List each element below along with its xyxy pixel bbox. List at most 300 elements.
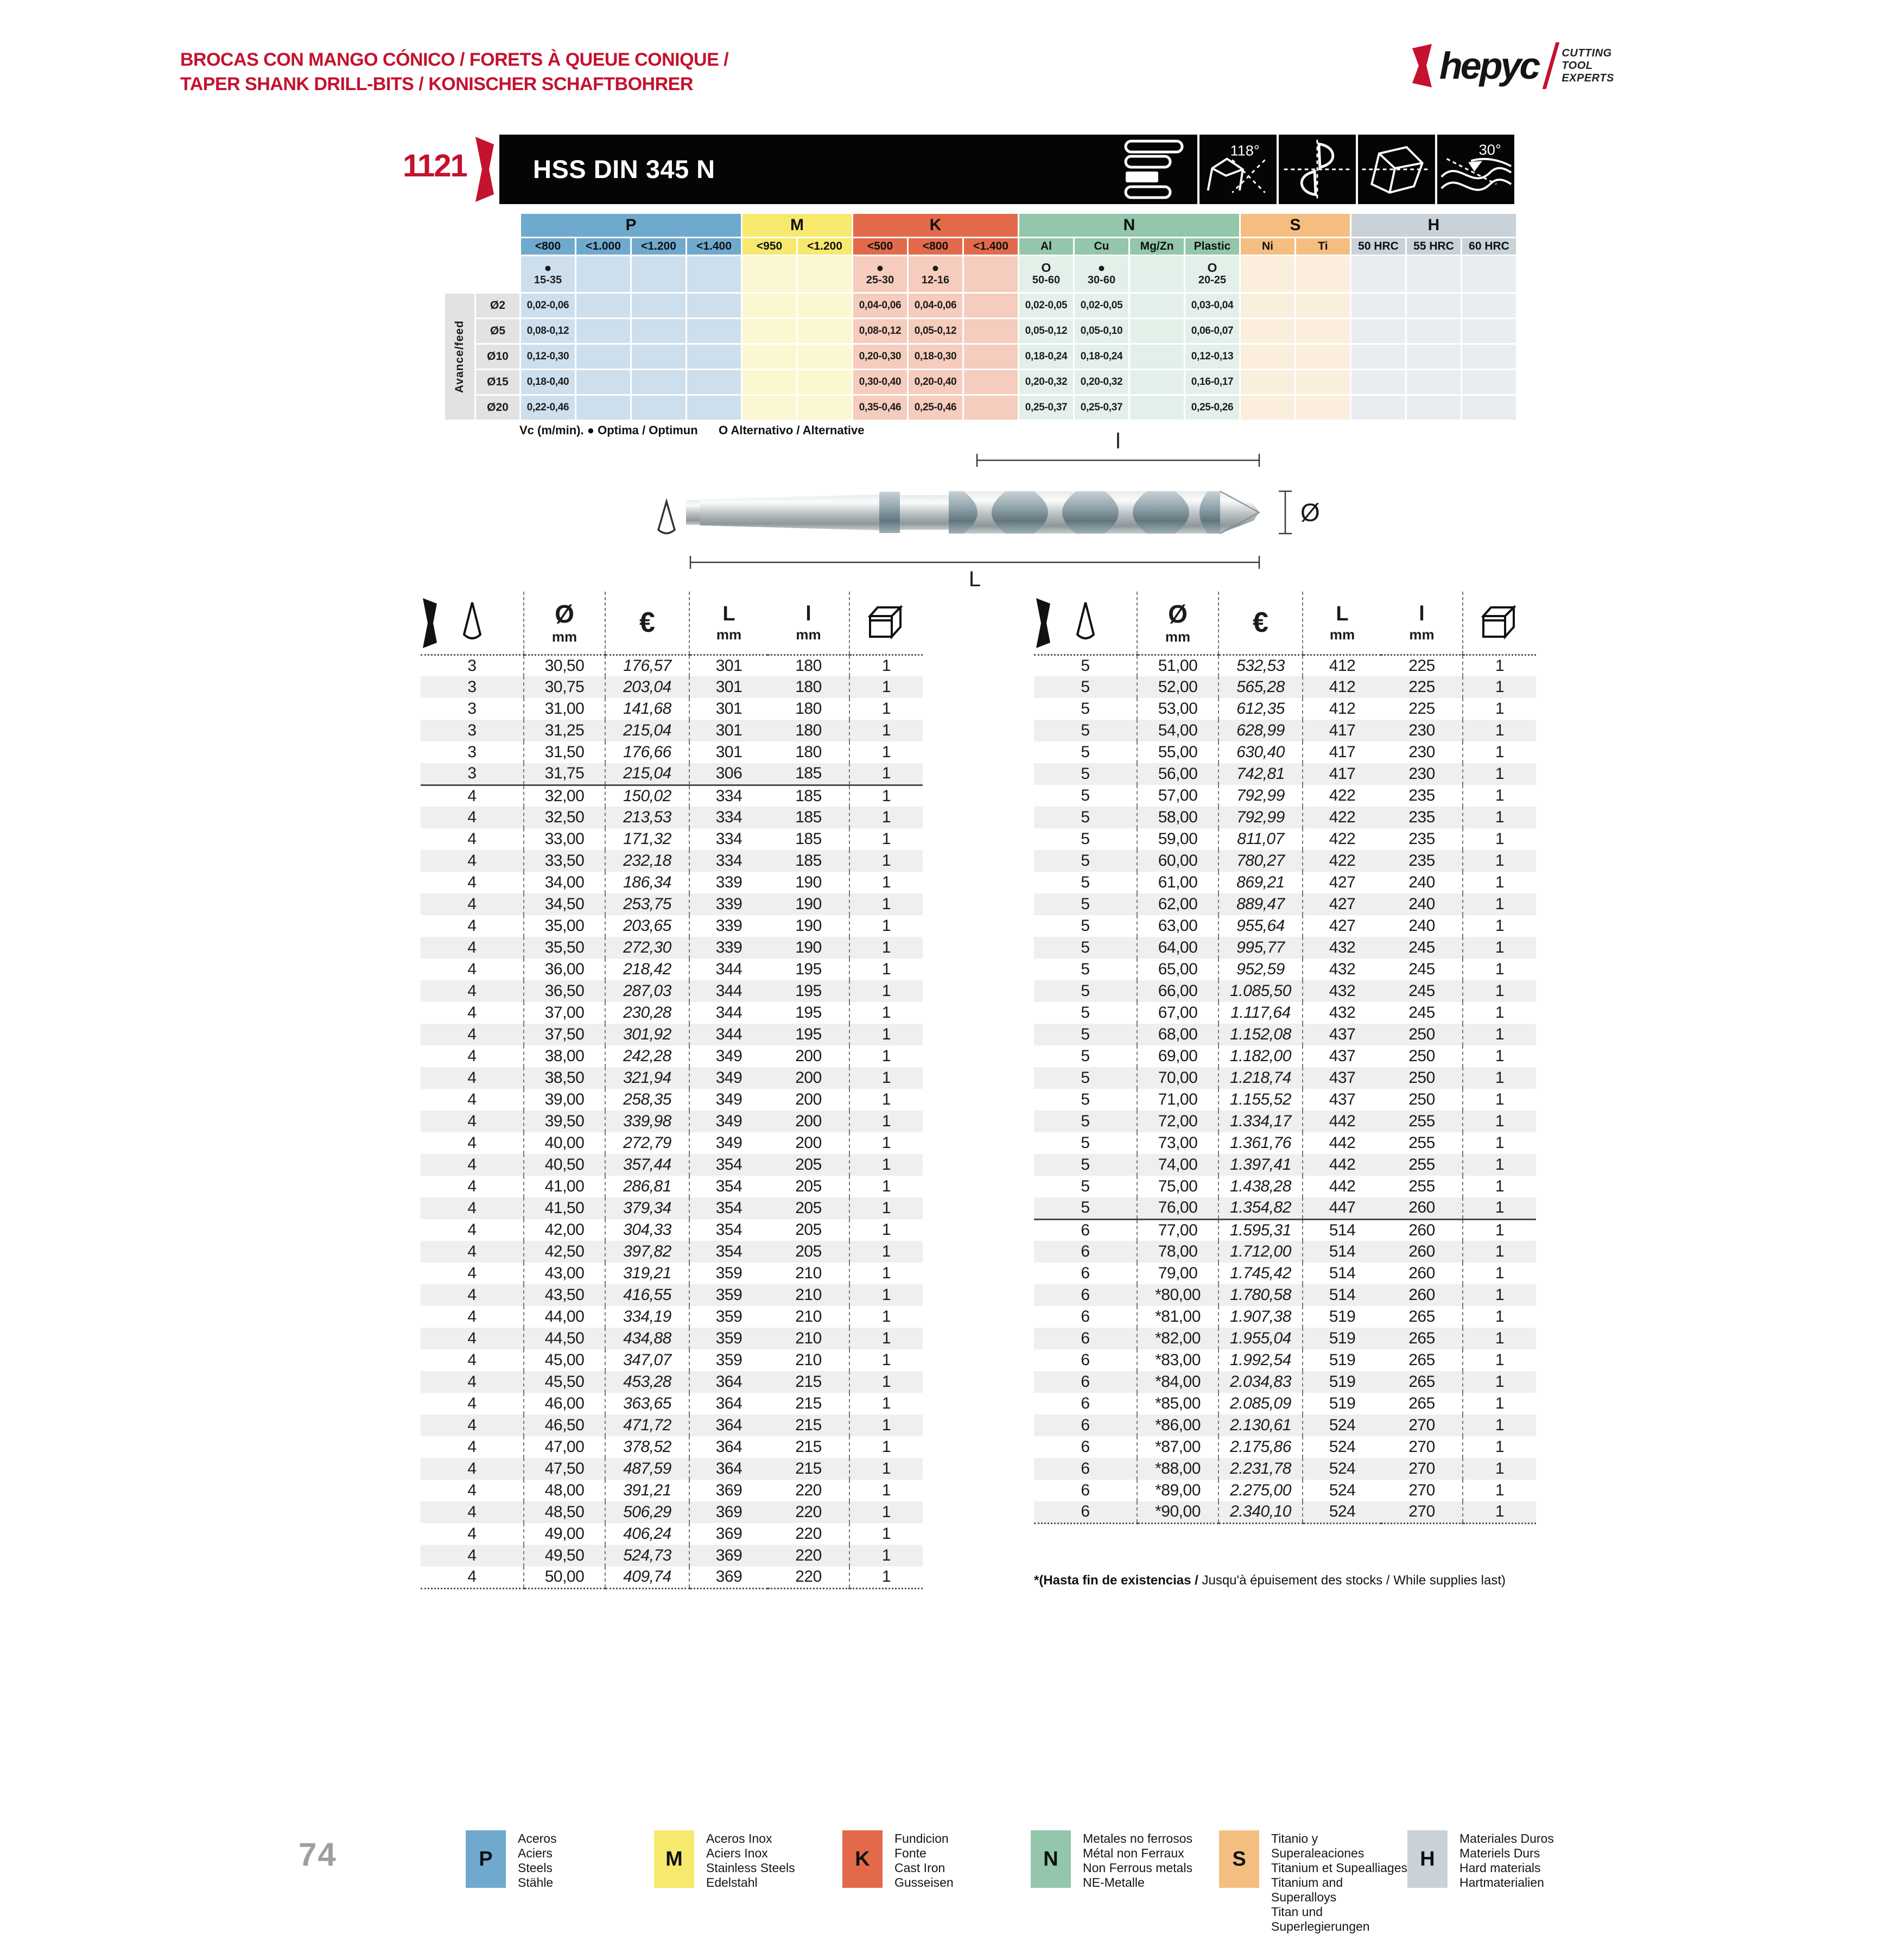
diameter-value: 79,00 <box>1137 1263 1218 1284</box>
diameter-value: 38,50 <box>524 1067 605 1089</box>
flute-length-value: 255 <box>1381 1176 1463 1197</box>
taper-number: 4 <box>421 1567 524 1588</box>
price-value: 186,34 <box>605 872 689 893</box>
flute-length-value: 270 <box>1381 1458 1463 1480</box>
diameter-value: 62,00 <box>1137 893 1218 915</box>
taper-number: 4 <box>421 1415 524 1436</box>
taper-cone-icon <box>460 600 485 645</box>
feed-value <box>964 396 1018 420</box>
taper-number: 5 <box>1034 1045 1137 1067</box>
taper-number: 4 <box>421 1436 524 1458</box>
feed-value: 0,18-0,24 <box>1019 345 1073 369</box>
brand-logo <box>1411 42 1614 89</box>
flute-length-value: 265 <box>1381 1306 1463 1328</box>
total-length-value: 344 <box>715 1004 742 1022</box>
stock-footnote: *(Hasta fin de existencias / Jusqu'à épuisement des stocks / While supplies last) <box>1034 1573 1506 1588</box>
optimal-marker-icon: ● <box>587 423 594 437</box>
table-row <box>1034 1154 1536 1176</box>
point-geometry-icon <box>1356 135 1435 204</box>
table-row <box>1034 698 1536 720</box>
table-row <box>1034 741 1536 763</box>
vc-marker: ● <box>1097 261 1106 275</box>
total-length-value: 354 <box>715 1242 742 1260</box>
total-length-value: 344 <box>715 960 742 978</box>
feed-row-label: Ø2 <box>476 294 519 318</box>
diameter-value: 54,00 <box>1137 720 1218 741</box>
flute-length-value: 255 <box>1381 1132 1463 1154</box>
flute-length-value: 265 <box>1381 1393 1463 1415</box>
feed-value <box>1241 396 1294 420</box>
price-value: 1.712,00 <box>1218 1241 1303 1263</box>
price-value: 1.438,28 <box>1218 1176 1303 1197</box>
taper-number: 3 <box>421 741 524 763</box>
diameter-value: 34,50 <box>524 893 605 915</box>
feed-value <box>576 396 630 420</box>
total-length-value: 369 <box>715 1546 742 1564</box>
table-row <box>1034 785 1536 807</box>
qty-value: 1 <box>881 1156 891 1174</box>
total-length-value: 519 <box>1329 1351 1356 1369</box>
flute-length-value: 185 <box>768 785 849 807</box>
taper-number: 4 <box>421 872 524 893</box>
flute-length-value: 210 <box>768 1306 849 1328</box>
diameter-value: 34,00 <box>524 872 605 893</box>
total-length-value: 301 <box>715 678 742 696</box>
flute-length-value: 230 <box>1381 741 1463 763</box>
price-value: 628,99 <box>1218 720 1303 741</box>
flute-length-value: 250 <box>1381 1089 1463 1111</box>
qty-value: 1 <box>881 1004 891 1022</box>
flute-length-value: 180 <box>768 720 849 741</box>
table-row <box>421 1154 923 1176</box>
table-row <box>421 1089 923 1111</box>
qty-value: 1 <box>1463 1501 1536 1523</box>
price-value: 242,28 <box>605 1045 689 1067</box>
qty-value: 1 <box>1495 1069 1505 1087</box>
total-length-value: 432 <box>1329 982 1356 1000</box>
flute-length-value: 270 <box>1381 1436 1463 1458</box>
qty-value: 1 <box>1495 1264 1505 1282</box>
material-chip-P: P <box>466 1830 506 1888</box>
flute-length-value: 245 <box>1381 980 1463 1002</box>
diameter-value: 39,50 <box>524 1111 605 1132</box>
flute-length-value: 245 <box>1381 937 1463 959</box>
total-length-value: 359 <box>715 1308 742 1326</box>
total-length-value: 412 <box>1329 678 1356 696</box>
feed-value <box>1241 319 1294 343</box>
table-row <box>1034 850 1536 872</box>
qty-value: 1 <box>881 1373 891 1391</box>
feed-value <box>1241 345 1294 369</box>
feed-value <box>1296 370 1350 394</box>
taper-number: 6 <box>1034 1284 1137 1306</box>
flute-length-value: 270 <box>1381 1480 1463 1501</box>
qty-value: 1 <box>1495 1481 1505 1499</box>
table-row <box>421 1306 923 1328</box>
total-length-value: 427 <box>1329 895 1356 913</box>
total-length-value: 514 <box>1329 1286 1356 1304</box>
total-length-value: 369 <box>715 1503 742 1521</box>
diameter-value: 46,50 <box>524 1415 605 1436</box>
table-row <box>421 1415 923 1436</box>
flute-length-value: 230 <box>1381 763 1463 785</box>
price-value: 742,81 <box>1218 763 1303 785</box>
diameter-value: 73,00 <box>1137 1132 1218 1154</box>
taper-number: 3 <box>421 676 524 698</box>
feed-value <box>1407 294 1461 318</box>
price-value: 378,52 <box>605 1436 689 1458</box>
total-length-value: 417 <box>1329 743 1356 761</box>
diameter-value: 37,50 <box>524 1024 605 1045</box>
table-row <box>421 980 923 1002</box>
taper-number: 4 <box>421 1132 524 1154</box>
taper-number: 5 <box>1034 807 1137 828</box>
price-value: 995,77 <box>1218 937 1303 959</box>
taper-number: 4 <box>421 850 524 872</box>
total-length-value: 339 <box>715 939 742 956</box>
taper-number: 4 <box>421 1501 524 1523</box>
material-subcol: 50 HRC <box>1351 238 1405 255</box>
qty-value: 1 <box>881 1394 891 1412</box>
taper-number: 5 <box>1034 1111 1137 1132</box>
total-length-value: 344 <box>715 982 742 1000</box>
table-row <box>421 872 923 893</box>
feed-value <box>1130 294 1184 318</box>
flute-length-value: 220 <box>768 1480 849 1501</box>
feed-value <box>1241 370 1294 394</box>
flute-length-value: 215 <box>768 1436 849 1458</box>
col-price: € <box>605 592 689 655</box>
price-value: 301,92 <box>605 1024 689 1045</box>
flute-length-value: 270 <box>1381 1415 1463 1436</box>
feed-value <box>1296 294 1350 318</box>
table-row <box>1034 937 1536 959</box>
total-length-value: 427 <box>1329 917 1356 935</box>
diameter-value: 56,00 <box>1137 763 1218 785</box>
price-value: 1.397,41 <box>1218 1154 1303 1176</box>
feed-axis-label <box>445 294 474 420</box>
taper-number: 4 <box>421 1197 524 1219</box>
total-length-value: 442 <box>1329 1112 1356 1130</box>
price-value: 1.595,31 <box>1218 1219 1303 1241</box>
price-value: 952,59 <box>1218 959 1303 980</box>
table-row <box>1034 893 1536 915</box>
taper-number: 4 <box>421 915 524 937</box>
taper-number: 5 <box>1034 1089 1137 1111</box>
table-row <box>421 655 923 676</box>
vc-marker: O <box>1041 261 1051 275</box>
flute-length-value: 255 <box>1381 1154 1463 1176</box>
flute-length-value: 260 <box>1381 1219 1463 1241</box>
brand-chevron-icon <box>1411 44 1436 87</box>
product-bar <box>499 135 1514 204</box>
vc-cell <box>632 256 686 292</box>
qty-value: 1 <box>1495 1090 1505 1108</box>
total-length-value: 354 <box>715 1156 742 1174</box>
feed-value <box>964 370 1018 394</box>
svg-text:30°: 30° <box>1478 141 1501 158</box>
taper-number: 5 <box>1034 1002 1137 1024</box>
feed-value <box>1351 370 1405 394</box>
price-value: 230,28 <box>605 1002 689 1024</box>
diameter-value: 31,25 <box>524 720 605 741</box>
qty-value: 1 <box>881 1525 891 1543</box>
taper-number: 4 <box>421 1371 524 1393</box>
total-length-value: 349 <box>715 1112 742 1130</box>
table-row <box>421 1263 923 1284</box>
price-value: 792,99 <box>1218 785 1303 807</box>
col-flute-length: l mm <box>1381 592 1463 655</box>
total-length-value: 364 <box>715 1460 742 1478</box>
vc-marker: ● <box>931 261 940 275</box>
feed-value <box>798 345 852 369</box>
qty-value: 1 <box>881 1112 891 1130</box>
table-row <box>421 915 923 937</box>
price-value: 258,35 <box>605 1089 689 1111</box>
flute-length-value: 190 <box>768 872 849 893</box>
price-value: 487,59 <box>605 1458 689 1480</box>
diameter-value: *88,00 <box>1137 1458 1218 1480</box>
qty-value: 1 <box>881 1308 891 1326</box>
diameter-value: 53,00 <box>1137 698 1218 720</box>
diameter-value: 40,00 <box>524 1132 605 1154</box>
diameter-value: 52,00 <box>1137 676 1218 698</box>
qty-value: 1 <box>1495 678 1505 696</box>
feed-value <box>798 396 852 420</box>
table-row <box>1034 1002 1536 1024</box>
diameter-value: 45,50 <box>524 1371 605 1393</box>
table-row <box>1034 1480 1536 1501</box>
flute-length-value: 265 <box>1381 1328 1463 1349</box>
material-subcol: <800 <box>521 238 575 255</box>
total-length-value: 359 <box>715 1264 742 1282</box>
col-flute-length: l mm <box>768 592 849 655</box>
table-row <box>421 1480 923 1501</box>
taper-number: 4 <box>421 1306 524 1328</box>
material-subcol: <1.400 <box>687 238 741 255</box>
taper-number: 5 <box>1034 937 1137 959</box>
price-value: 176,66 <box>605 741 689 763</box>
vc-cell <box>1185 256 1239 292</box>
taper-number: 4 <box>421 1393 524 1415</box>
qty-value: 1 <box>881 1329 891 1347</box>
table-row <box>421 785 923 807</box>
qty-value: 1 <box>1495 700 1505 718</box>
diameter-value: 71,00 <box>1137 1089 1218 1111</box>
material-legend-text: Titanio y Superaleaciones Titanium et Supealliages Titanium and Superalloys Titan und Superlegierungen <box>1271 1831 1408 1933</box>
qty-value: 1 <box>1495 1025 1505 1043</box>
diameter-value: 76,00 <box>1137 1197 1218 1219</box>
flute-length-value: 195 <box>768 959 849 980</box>
total-length-value: 524 <box>1329 1460 1356 1478</box>
total-length-value: 369 <box>715 1481 742 1499</box>
qty-value: 1 <box>1495 1416 1505 1434</box>
taper-number: 5 <box>1034 828 1137 850</box>
price-value: 347,07 <box>605 1349 689 1371</box>
feed-value: 0,04-0,06 <box>853 294 907 318</box>
material-subcol: <1.000 <box>576 238 630 255</box>
material-chip-K: K <box>842 1830 883 1888</box>
diameter-value: *87,00 <box>1137 1436 1218 1458</box>
flute-length-value: 265 <box>1381 1349 1463 1371</box>
taper-number: 4 <box>421 959 524 980</box>
price-value: 334,19 <box>605 1306 689 1328</box>
flute-length-value: 180 <box>768 741 849 763</box>
price-value: 1.354,82 <box>1218 1197 1303 1219</box>
qty-value: 1 <box>881 1134 891 1152</box>
flute-length-value: 205 <box>768 1154 849 1176</box>
diameter-value: *89,00 <box>1137 1480 1218 1501</box>
price-value: 2.130,61 <box>1218 1415 1303 1436</box>
flute-length-value: 225 <box>1381 676 1463 698</box>
diameter-value: 37,00 <box>524 1002 605 1024</box>
taper-number: 4 <box>421 1045 524 1067</box>
qty-value: 1 <box>849 1567 923 1588</box>
diameter-value: 30,50 <box>524 655 605 676</box>
qty-value: 1 <box>1495 1004 1505 1022</box>
material-group-M: M <box>742 214 852 237</box>
diameter-value: 32,50 <box>524 807 605 828</box>
feed-value <box>576 294 630 318</box>
price-value: 409,74 <box>605 1567 689 1588</box>
total-length-value: 301 <box>715 700 742 718</box>
flute-length-value: 235 <box>1381 785 1463 807</box>
taper-number: 6 <box>1034 1306 1137 1328</box>
price-value: 1.955,04 <box>1218 1328 1303 1349</box>
flute-length-value: 230 <box>1381 720 1463 741</box>
feed-row-label: Ø15 <box>476 370 519 394</box>
material-group-S: S <box>1241 214 1350 237</box>
taper-number: 4 <box>421 828 524 850</box>
total-length-value: 432 <box>1329 960 1356 978</box>
flute-length-value: 185 <box>768 763 849 785</box>
flute-length-value: 215 <box>768 1415 849 1436</box>
diameter-value: 47,50 <box>524 1458 605 1480</box>
flute-length-value: 210 <box>768 1284 849 1306</box>
table-row <box>421 1458 923 1480</box>
material-groups-legend <box>466 1830 1596 1934</box>
package-box-icon <box>1480 604 1519 641</box>
total-length-value: 442 <box>1329 1156 1356 1174</box>
material-chip-N: N <box>1031 1830 1071 1888</box>
qty-value: 1 <box>1495 1460 1505 1478</box>
material-legend-P <box>466 1830 654 1934</box>
alternative-marker-icon: O <box>718 423 728 437</box>
feed-value <box>798 294 852 318</box>
vc-cell <box>1462 256 1516 292</box>
taper-number: 5 <box>1034 1024 1137 1045</box>
flute-length-value: 205 <box>768 1241 849 1263</box>
vc-cell <box>687 256 741 292</box>
qty-value: 1 <box>1495 939 1505 956</box>
feed-value <box>1407 319 1461 343</box>
taper-number: 4 <box>421 1024 524 1045</box>
price-value: 630,40 <box>1218 741 1303 763</box>
table-row <box>421 1067 923 1089</box>
taper-number: 4 <box>421 1067 524 1089</box>
table-row <box>421 1284 923 1306</box>
title-line-2: TAPER SHANK DRILL-BITS / KONISCHER SCHAFTBOHRER <box>180 74 693 94</box>
flute-length-value: 200 <box>768 1132 849 1154</box>
total-length-value: 422 <box>1329 830 1356 848</box>
product-name: HSS DIN 345 N <box>533 155 715 183</box>
table-row <box>421 1545 923 1567</box>
taper-number: 5 <box>1034 1132 1137 1154</box>
table-row <box>421 1024 923 1045</box>
total-length-value: 417 <box>1329 721 1356 739</box>
diameter-value: 30,75 <box>524 676 605 698</box>
feed-value <box>1130 396 1184 420</box>
taper-number: 4 <box>421 785 524 807</box>
qty-value: 1 <box>881 1264 891 1282</box>
price-value: 319,21 <box>605 1263 689 1284</box>
total-length-value: 359 <box>715 1329 742 1347</box>
taper-number: 6 <box>1034 1436 1137 1458</box>
page-title <box>180 48 728 97</box>
taper-number: 6 <box>1034 1328 1137 1349</box>
table-row <box>1034 959 1536 980</box>
taper-number: 5 <box>1034 720 1137 741</box>
total-length-value: 349 <box>715 1090 742 1108</box>
price-value: 363,65 <box>605 1393 689 1415</box>
price-value: 2.085,09 <box>1218 1393 1303 1415</box>
qty-value: 1 <box>881 852 891 870</box>
diameter-value: 31,00 <box>524 698 605 720</box>
feed-value <box>1296 345 1350 369</box>
table-row <box>421 763 923 785</box>
taper-number: 5 <box>1034 872 1137 893</box>
feed-value <box>964 294 1018 318</box>
feed-value: 0,20-0,30 <box>853 345 907 369</box>
table-row <box>1034 980 1536 1002</box>
catalog-table-right <box>1034 592 1536 1524</box>
total-length-value: 364 <box>715 1373 742 1391</box>
total-length-value: 334 <box>715 830 742 848</box>
diameter-value: 49,00 <box>524 1523 605 1545</box>
diameter-value: 74,00 <box>1137 1154 1218 1176</box>
qty-value: 1 <box>881 743 891 761</box>
price-value: 1.992,54 <box>1218 1349 1303 1371</box>
flute-length-value: 200 <box>768 1111 849 1132</box>
table-row <box>421 1523 923 1545</box>
taper-cone-icon <box>1073 600 1098 645</box>
flute-length-value: 190 <box>768 893 849 915</box>
diameter-value: 33,00 <box>524 828 605 850</box>
feed-value: 0,02-0,05 <box>1075 294 1128 318</box>
material-subcol: Ni <box>1241 238 1294 255</box>
total-length-value: 437 <box>1329 1047 1356 1065</box>
vc-value: 30-60 <box>1087 274 1116 286</box>
feed-value <box>742 294 796 318</box>
diameter-value: 45,00 <box>524 1349 605 1371</box>
flute-length-value: 260 <box>1381 1263 1463 1284</box>
diameter-value: 68,00 <box>1137 1024 1218 1045</box>
feed-value: 0,20-0,32 <box>1019 370 1073 394</box>
table-row <box>1034 872 1536 893</box>
qty-value: 1 <box>881 1460 891 1478</box>
flute-length-value: 210 <box>768 1328 849 1349</box>
total-length-value: 412 <box>1329 700 1356 718</box>
feed-value: 0,22-0,46 <box>521 396 575 420</box>
package-box-icon <box>867 604 906 641</box>
qty-value: 1 <box>1495 1351 1505 1369</box>
feed-value <box>576 370 630 394</box>
table-row <box>1034 720 1536 741</box>
total-length-value: 519 <box>1329 1394 1356 1412</box>
vc-cell <box>1075 256 1128 292</box>
taper-number: 5 <box>1034 655 1137 676</box>
feed-value <box>632 345 686 369</box>
